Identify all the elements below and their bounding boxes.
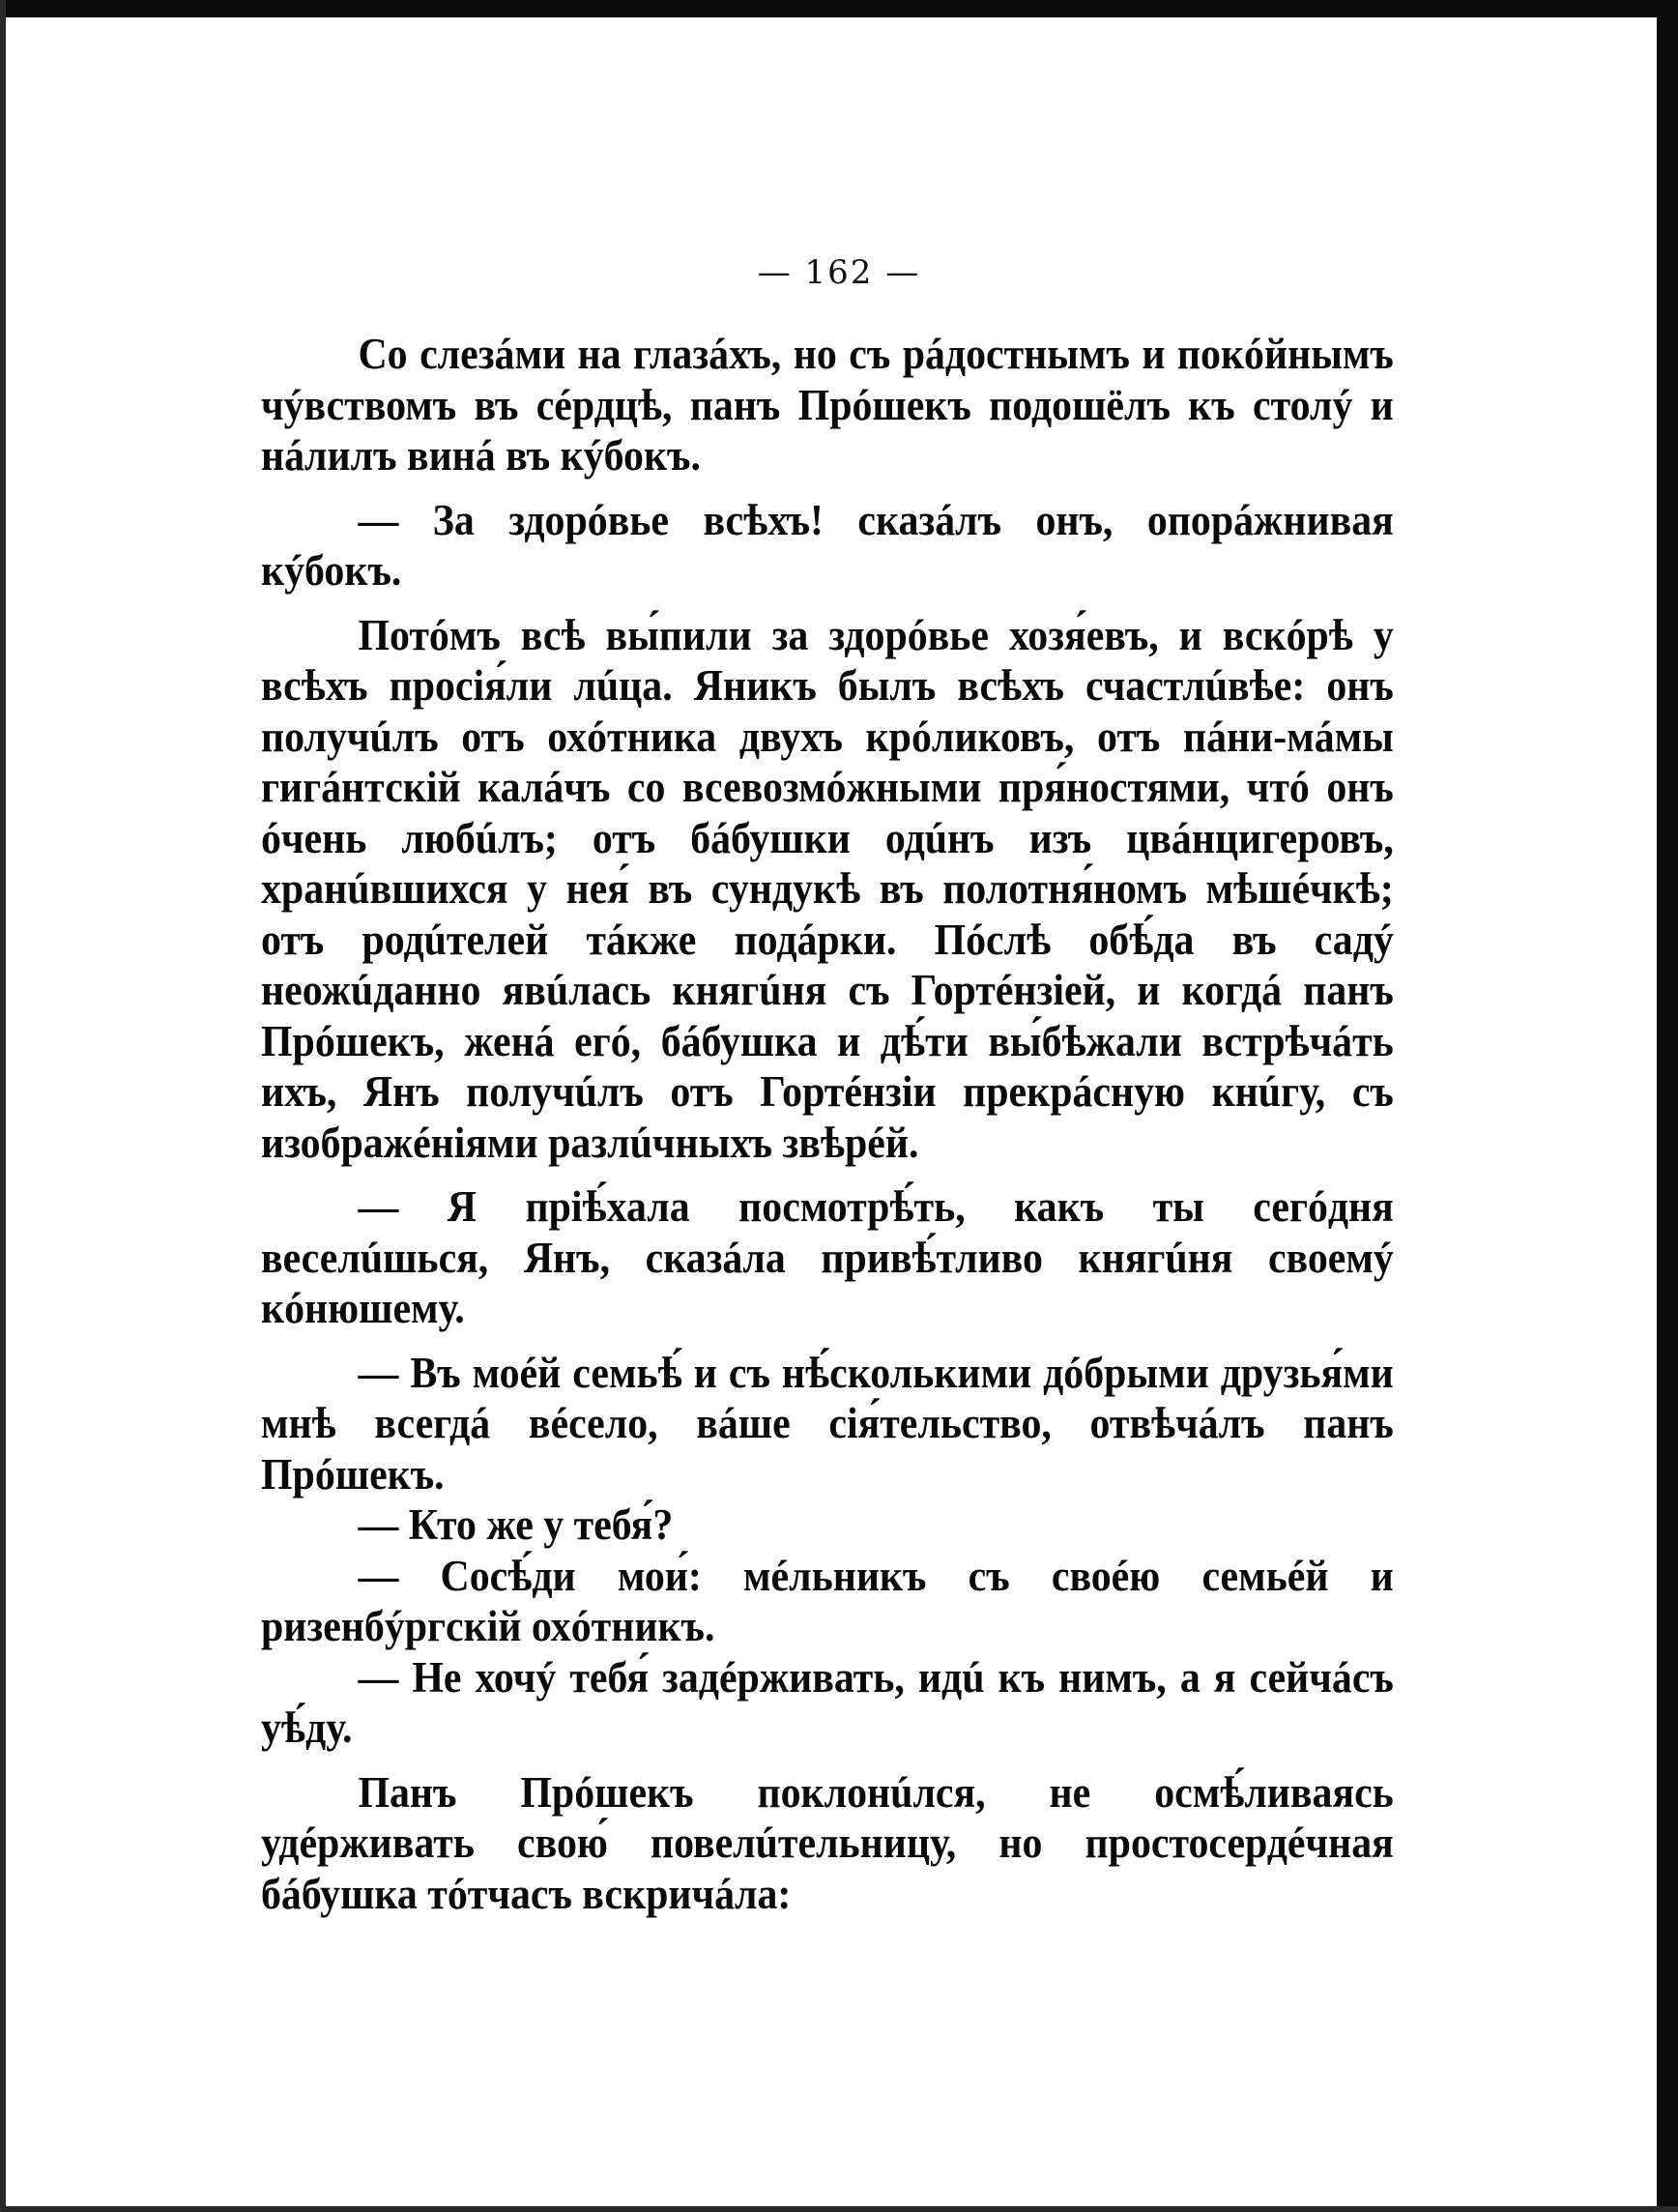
paragraph-6: — Кто же у тебя́?	[358, 1500, 674, 1549]
paragraph-3: Потóмъ всѣ вы́пили за здорóвье хозя́евъ, и вскóрѣ у всѣхъ просія́ли лúца. Яникъ былъ всѣхъ счастлúвѣе: онъ получúлъ отъ охóтника двухъ крóликовъ, отъ пáни-мáмы гигáнтскій калáчъ со всевозмóжными пря́ностями, чтó онъ óчень любúлъ; отъ бáбушки одúнъ изъ цвáнцигеровъ, хранúвшихся у нея́ въ сундукѣ въ полотня́номъ мѣшéчкѣ; отъ родúтелей тáкже подáрки. Пóслѣ обѣ́да въ садý неожúданно явúлась княгúня съ Гортéнзіей, и когдá панъ Прóшекъ, женá егó, бáбушка и дѣ́ти вы́бѣжали встрѣчáть ихъ, Янъ получúлъ отъ Гортéнзіи прекрáсную кнúгу, съ изображéніями разлúчныхъ звѣрéй.	[261, 610, 1394, 1167]
page-number: — 162 —	[757, 253, 921, 292]
paragraph-7: — Сосѣ́ди мои́: мéльникъ съ своéю семьéй и ризенбýргскій охóтникъ.	[261, 1551, 1394, 1650]
paragraph-8: — Не хочý тебя́ задéрживать, идú къ нимъ, а я сейчáсъ уѣ́ду.	[261, 1652, 1394, 1752]
scan-border-bottom	[0, 2206, 1678, 2212]
scan-border-left	[0, 0, 6, 2212]
paragraph-4: — Я пріѣ́хала посмотрѣ́ть, какъ ты сегóдня веселúшься, Янъ, сказáла привѣ́тливо княгúня своемý кóнюшему.	[261, 1182, 1394, 1332]
paragraph-1: Со слезáми на глазáхъ, но съ рáдостнымъ и покóйнымъ чýвствомъ въ сéрдцѣ, панъ Прóшекъ подошёлъ къ столý и нáлилъ винá въ кýбокъ.	[261, 330, 1394, 480]
paragraph-9: Панъ Прóшекъ поклонúлся, не осмѣ́ливаясь удéрживать свою́ повелúтельницу, но простосердéчная бáбушка тóтчасъ вскричáла:	[261, 1767, 1394, 1918]
scan-border-right	[1657, 0, 1678, 2212]
paragraph-2: — За здорóвье всѣхъ! сказáлъ онъ, опорáжнивая кýбокъ.	[261, 495, 1394, 595]
scan-border-top	[0, 0, 1678, 17]
page-text	[261, 329, 1394, 1933]
paragraph-5: — Въ моéй семьѣ́ и съ нѣ́сколькими дóбрыми друзья́ми мнѣ всегдá вéсело, вáше сія́тельство, отвѣчáлъ панъ Прóшекъ.	[261, 1348, 1394, 1499]
